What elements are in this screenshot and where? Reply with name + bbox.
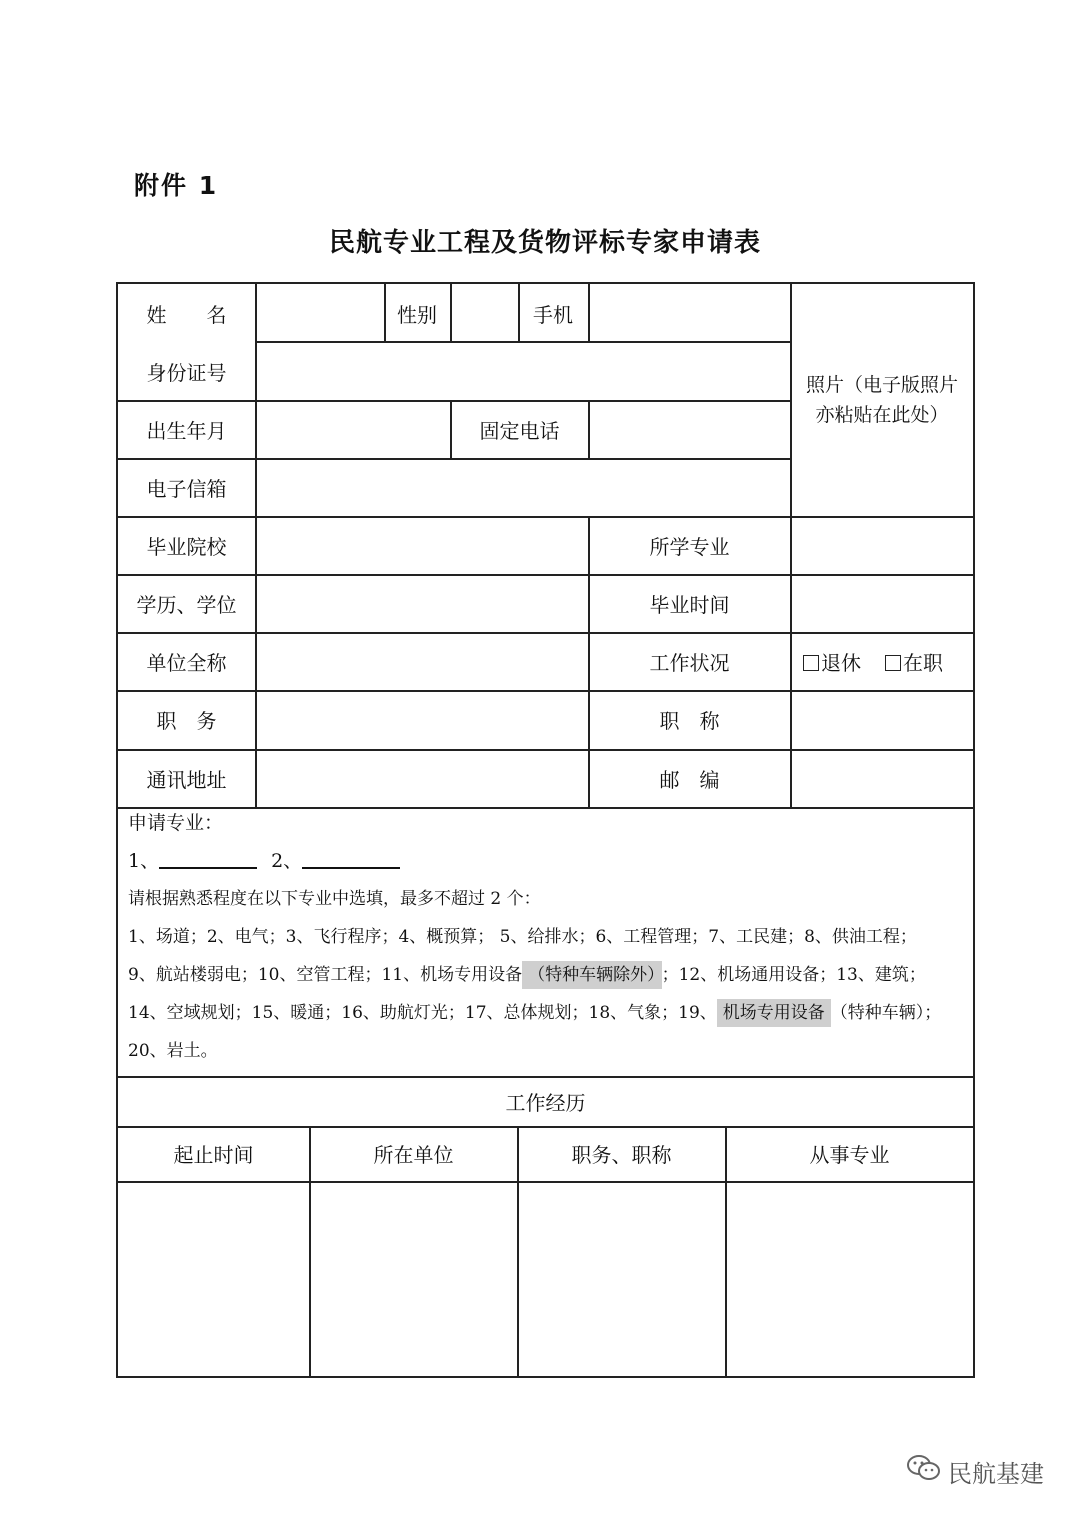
id-number-label: 身份证号 [146,360,227,385]
mobile-field[interactable] [589,284,790,342]
name-label: 姓 名 [146,302,227,327]
address-field[interactable] [256,749,588,807]
specialty-line-3-a: 14、空域规划；15、暖通；16、助航灯光；17、总体规划；18、气象；19、 [128,1003,717,1023]
work-history-title: 工作经历 [505,1090,586,1115]
attachment-label: 附件 1 [134,171,219,200]
slot2-label: 2、 [271,850,303,872]
work-status-label: 工作状况 [649,650,730,675]
employer-field[interactable] [256,632,588,690]
employed-checkbox[interactable] [885,655,901,671]
slot2-blank[interactable] [302,849,400,869]
specialty-line-2 [128,956,968,994]
major-label: 所学专业 [649,534,730,559]
status-retired-option[interactable] [803,647,861,676]
specialty-line-2-a: 9、航站楼弱电；10、空管工程；11、机场专用设备 [128,965,523,985]
email-label: 电子信箱 [146,476,227,501]
col-position-title: 职务、职称 [571,1143,672,1167]
history-period-field[interactable] [118,1182,309,1378]
col-specialty: 从事专业 [809,1143,890,1167]
watermark [906,1453,1044,1489]
position-field[interactable] [256,690,588,749]
slot1-blank[interactable] [159,849,257,869]
major-field[interactable] [791,516,973,574]
birth-field[interactable] [256,400,450,458]
application-form [116,282,975,1378]
id-number-field[interactable] [256,342,790,400]
specialty-line-2-b: ；12、机场通用设备；13、建筑； [661,965,926,985]
birth-label: 出生年月 [146,418,227,443]
gender-label: 性别 [397,302,437,327]
education-field[interactable] [256,574,588,632]
photo-placeholder[interactable]: 照片（电子版照片亦粘贴在此处） [805,374,958,426]
school-field[interactable] [256,516,588,574]
landline-label: 固定电话 [479,418,560,443]
specialty-line-2-highlight: （特种车辆除外） [522,961,662,989]
history-position-field[interactable] [518,1182,725,1378]
wechat-icon [906,1453,948,1489]
landline-field[interactable] [589,400,790,458]
grad-time-label: 毕业时间 [649,592,730,617]
retired-label: 退休 [821,650,861,675]
postcode-field[interactable] [791,749,973,807]
education-label: 学历、学位 [136,592,237,617]
col-employer: 所在单位 [373,1143,454,1167]
address-label: 通讯地址 [146,767,227,792]
postcode-label: 邮 编 [659,767,720,792]
specialty-line-3-b: （特种车辆）； [830,1003,942,1023]
employer-label: 单位全称 [146,650,227,675]
title-rank-field[interactable] [791,690,973,749]
work-status-options [791,632,973,690]
application-label: 申请专业： [128,812,224,834]
status-employed-option[interactable] [885,647,943,676]
specialty-line-1: 1、场道；2、电气；3、飞行程序；4、概预算； 5、给排水；6、工程管理；7、工民建；8、供油工程； [128,927,917,947]
specialty-line-3-highlight: 机场专用设备 [717,999,831,1027]
history-employer-field[interactable] [310,1182,517,1378]
email-field[interactable] [256,458,790,516]
grad-time-field[interactable] [791,574,973,632]
title-rank-label: 职 称 [659,709,720,733]
form-title: 民航专业工程及货物评标专家申请表 [328,228,761,258]
gender-field[interactable] [451,284,518,342]
slot1-label: 1、 [128,850,160,872]
col-period: 起止时间 [173,1143,254,1167]
school-label: 毕业院校 [146,534,227,559]
employed-label: 在职 [903,650,943,675]
history-specialty-field[interactable] [726,1182,973,1378]
application-section [128,804,968,1070]
application-slots [128,842,968,880]
retired-checkbox[interactable] [803,655,819,671]
position-label: 职 务 [156,709,217,733]
name-field[interactable] [256,284,384,342]
watermark-text: 民航基建 [948,1459,1044,1488]
mobile-label: 手机 [533,302,573,327]
application-instruction: 请根据熟悉程度在以下专业中选填，最多不超过 2 个： [128,889,541,909]
specialty-line-3 [128,994,968,1032]
specialty-line-4: 20、岩土。 [128,1041,218,1061]
